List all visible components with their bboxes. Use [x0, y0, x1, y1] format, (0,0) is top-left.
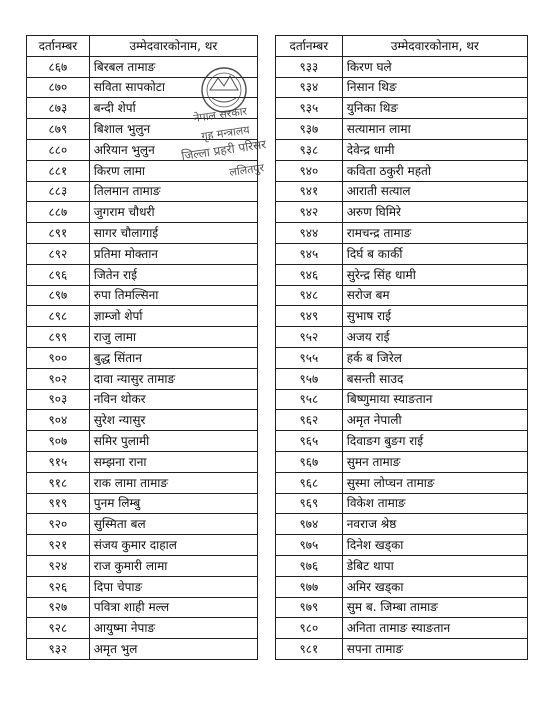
table-row [27, 327, 258, 348]
candidate-name-cell: सुमन तामाङ [342, 451, 527, 472]
table-row [276, 576, 528, 597]
candidate-name-cell: रुपा तिमल्सिना [89, 285, 257, 306]
table-row [27, 306, 258, 327]
table-row [27, 514, 258, 535]
table-row [27, 535, 258, 556]
table-row [276, 618, 528, 639]
reg-no-cell: ९३२ [27, 639, 90, 660]
table-row [27, 451, 258, 472]
reg-no-cell: ९१८ [27, 472, 90, 493]
candidate-name-cell: बसन्ती साउद [342, 368, 527, 389]
reg-no-cell: ९०४ [27, 410, 90, 431]
reg-no-cell: ९५२ [276, 327, 343, 348]
candidate-name-cell: संजय कुमार दाहाल [89, 535, 257, 556]
stamp-line-4: ललितपुर [228, 161, 265, 179]
candidate-table-left [26, 35, 258, 660]
table-row [276, 535, 528, 556]
table-row [27, 285, 258, 306]
reg-no-cell: ९६९ [276, 493, 343, 514]
reg-no-cell: ९६२ [276, 410, 343, 431]
table-row [27, 472, 258, 493]
candidate-name-cell: विकेश तामाङ [342, 493, 527, 514]
reg-no-cell: ९२७ [27, 597, 90, 618]
reg-no-cell: ८८१ [27, 160, 90, 181]
reg-no-cell: ९३७ [276, 119, 343, 140]
candidate-name-cell: किरण घले [342, 56, 527, 77]
candidate-name-cell: दिवाङग बुङग राई [342, 431, 527, 452]
table-row [27, 389, 258, 410]
candidate-name-cell: बिरबल तामाङ [89, 56, 257, 77]
reg-no-cell: ८९७ [27, 285, 90, 306]
reg-no-cell: ९४४ [276, 223, 343, 244]
table-row [276, 347, 528, 368]
table-row [276, 389, 528, 410]
table-row [276, 555, 528, 576]
reg-no-cell: ९४६ [276, 264, 343, 285]
candidate-name-cell: सुरेश न्यासुर [89, 410, 257, 431]
candidate-name-cell: देवेन्द्र धामी [342, 139, 527, 160]
candidate-name-cell: बन्दी शेर्पा [89, 98, 257, 119]
candidate-name-cell: अरुण घिमिरे [342, 202, 527, 223]
reg-no-cell: ८७० [27, 77, 90, 98]
candidate-name-cell: ज्ञाम्जो शेर्पा [89, 306, 257, 327]
candidate-name-cell: राज कुमारी लामा [89, 555, 257, 576]
reg-no-cell: ८६७ [27, 56, 90, 77]
reg-no-cell: ९८० [276, 618, 343, 639]
reg-no-cell: ९०७ [27, 431, 90, 452]
reg-no-cell: ९८१ [276, 639, 343, 660]
candidate-name-cell: जितेन राई [89, 264, 257, 285]
table-header-row [27, 36, 258, 57]
reg-no-cell: ९७४ [276, 514, 343, 535]
table-row [27, 223, 258, 244]
table-row [276, 431, 528, 452]
table-row [276, 597, 528, 618]
reg-no-cell: ९४० [276, 160, 343, 181]
table-row [276, 202, 528, 223]
table-row [27, 264, 258, 285]
reg-no-cell: ९७९ [276, 597, 343, 618]
reg-no-cell: ९०३ [27, 389, 90, 410]
candidate-name-cell: डेबिट थापा [342, 555, 527, 576]
reg-no-cell: ९६७ [276, 451, 343, 472]
table-row [276, 285, 528, 306]
reg-no-cell: ९६८ [276, 472, 343, 493]
table-row [276, 243, 528, 264]
candidate-name-cell: रामचन्द्र तामाङ [342, 223, 527, 244]
table-row [27, 160, 258, 181]
reg-no-cell: ८८३ [27, 181, 90, 202]
table-row [276, 139, 528, 160]
table-row [27, 77, 258, 98]
table-row [276, 119, 528, 140]
reg-no-cell: ९०० [27, 347, 90, 368]
table-row [276, 327, 528, 348]
candidate-name-cell: सुस्मिता बल [89, 514, 257, 535]
reg-no-cell: ९२१ [27, 535, 90, 556]
reg-no-cell: ९३३ [276, 56, 343, 77]
reg-no-cell: ९५५ [276, 347, 343, 368]
candidate-name-cell: सुरेन्द्र सिंह धामी [342, 264, 527, 285]
table-row [276, 77, 528, 98]
reg-no-cell: ९६५ [276, 431, 343, 452]
reg-no-cell: ९७५ [276, 535, 343, 556]
reg-no-cell: ९२० [27, 514, 90, 535]
reg-no-cell: ८९२ [27, 243, 90, 264]
table-row [276, 181, 528, 202]
candidate-name-cell: सुस्मा लोप्चन तामाङ [342, 472, 527, 493]
candidate-name-cell: कविता ठकुरी महतो [342, 160, 527, 181]
candidate-name-cell: बिशाल भुलुन [89, 119, 257, 140]
candidate-name-cell: दावा न्यासुर तामाङ [89, 368, 257, 389]
table-row [27, 243, 258, 264]
candidate-name-cell: अरियान भुलुन [89, 139, 257, 160]
candidate-name-cell: सरोज बम [342, 285, 527, 306]
candidate-name-cell: सपना तामाङ [342, 639, 527, 660]
candidate-name-cell: सुम ब. जिम्बा तामाङ [342, 597, 527, 618]
candidate-name-cell: नवराज श्रेष्ठ [342, 514, 527, 535]
table-row [27, 639, 258, 660]
reg-no-cell: ९५७ [276, 368, 343, 389]
table-row [276, 639, 528, 660]
table-row [27, 618, 258, 639]
reg-no-cell: ८९८ [27, 306, 90, 327]
candidate-name-cell: दिर्घ ब कार्की [342, 243, 527, 264]
table-row [27, 347, 258, 368]
table-row [276, 368, 528, 389]
candidate-table-right [275, 35, 528, 660]
table-row [276, 472, 528, 493]
reg-no-cell: ९०२ [27, 368, 90, 389]
reg-no-cell: ९१९ [27, 493, 90, 514]
candidate-name-cell: पवित्रा शाही मल्ल [89, 597, 257, 618]
table-row [276, 160, 528, 181]
reg-no-cell: ८७३ [27, 98, 90, 119]
candidate-name-cell: राक लामा तामाङ [89, 472, 257, 493]
candidate-name-cell: दिपा चेपाङ [89, 576, 257, 597]
header-candidate-name: उम्मेदवारकोनाम, थर [89, 36, 257, 57]
header-reg-no: दर्तानम्बर [27, 36, 90, 57]
table-header-row [276, 36, 528, 57]
header-reg-no: दर्तानम्बर [276, 36, 343, 57]
candidate-name-cell: निसान थिङ [342, 77, 527, 98]
candidate-name-cell: अमृत भुल [89, 639, 257, 660]
stamp-line-3: जिल्ला प्रहरी परिसर [180, 137, 267, 163]
reg-no-cell: ९४१ [276, 181, 343, 202]
table-row [27, 119, 258, 140]
table-row [27, 597, 258, 618]
reg-no-cell: ९४५ [276, 243, 343, 264]
reg-no-cell: ९४८ [276, 285, 343, 306]
candidate-name-cell: सम्झना राना [89, 451, 257, 472]
candidate-name-cell: सत्यामान लामा [342, 119, 527, 140]
table-row [27, 493, 258, 514]
table-row [27, 56, 258, 77]
candidate-name-cell: हर्क ब जिरेल [342, 347, 527, 368]
candidate-name-cell: समिर पुलामी [89, 431, 257, 452]
candidate-name-cell: जुगराम चौधरी [89, 202, 257, 223]
table-row [27, 202, 258, 223]
candidate-name-cell: अमिर खड्का [342, 576, 527, 597]
table-row [276, 410, 528, 431]
table-row [276, 306, 528, 327]
reg-no-cell: ९३५ [276, 98, 343, 119]
table-row [276, 493, 528, 514]
candidate-name-cell: अमृत नेपाली [342, 410, 527, 431]
candidate-name-cell: बुद्ध सिंतान [89, 347, 257, 368]
reg-no-cell: ८७९ [27, 119, 90, 140]
candidate-name-cell: राजु लामा [89, 327, 257, 348]
reg-no-cell: ९७७ [276, 576, 343, 597]
table-row [27, 368, 258, 389]
reg-no-cell: ८८७ [27, 202, 90, 223]
table-row [276, 223, 528, 244]
candidate-name-cell: आराती सत्याल [342, 181, 527, 202]
table-row [27, 410, 258, 431]
candidate-name-cell: सविता सापकोटा [89, 77, 257, 98]
table-row [27, 431, 258, 452]
table-row [27, 576, 258, 597]
candidate-name-cell: युनिका थिङ [342, 98, 527, 119]
table-row [276, 514, 528, 535]
reg-no-cell: ८९१ [27, 223, 90, 244]
table-row [276, 98, 528, 119]
candidate-name-cell: पुनम लिम्बु [89, 493, 257, 514]
stamp-line-2: गृह मन्त्रालय [200, 123, 251, 143]
candidate-name-cell: आयुष्मा नेपाङ [89, 618, 257, 639]
table-row [27, 98, 258, 119]
reg-no-cell: ९४९ [276, 306, 343, 327]
stamp-line-1: नेपाल सरकार [192, 104, 248, 125]
reg-no-cell: ९४२ [276, 202, 343, 223]
candidate-name-cell: अनिता तामाङ स्याङतान [342, 618, 527, 639]
header-candidate-name: उम्मेदवारकोनाम, थर [342, 36, 527, 57]
reg-no-cell: ९३४ [276, 77, 343, 98]
candidate-name-cell: बिष्णुमाया स्याङतान [342, 389, 527, 410]
table-row [276, 56, 528, 77]
candidate-name-cell: प्रतिमा मोक्तान [89, 243, 257, 264]
reg-no-cell: ८९६ [27, 264, 90, 285]
candidate-name-cell: अजय राई [342, 327, 527, 348]
table-row [27, 139, 258, 160]
reg-no-cell: ९२४ [27, 555, 90, 576]
table-row [27, 181, 258, 202]
table-row [276, 264, 528, 285]
reg-no-cell: ९५८ [276, 389, 343, 410]
candidate-name-cell: तिलमान तामाङ [89, 181, 257, 202]
table-row [276, 451, 528, 472]
reg-no-cell: ८८० [27, 139, 90, 160]
reg-no-cell: ९१५ [27, 451, 90, 472]
reg-no-cell: ९७६ [276, 555, 343, 576]
candidate-name-cell: दिनेश खड्का [342, 535, 527, 556]
table-row [27, 555, 258, 576]
reg-no-cell: ९२८ [27, 618, 90, 639]
candidate-name-cell: सुभाष राई [342, 306, 527, 327]
reg-no-cell: ९३८ [276, 139, 343, 160]
candidate-name-cell: नविन थोकर [89, 389, 257, 410]
reg-no-cell: ८९९ [27, 327, 90, 348]
candidate-name-cell: किरण लामा [89, 160, 257, 181]
candidate-name-cell: सागर चौलागाई [89, 223, 257, 244]
reg-no-cell: ९२६ [27, 576, 90, 597]
